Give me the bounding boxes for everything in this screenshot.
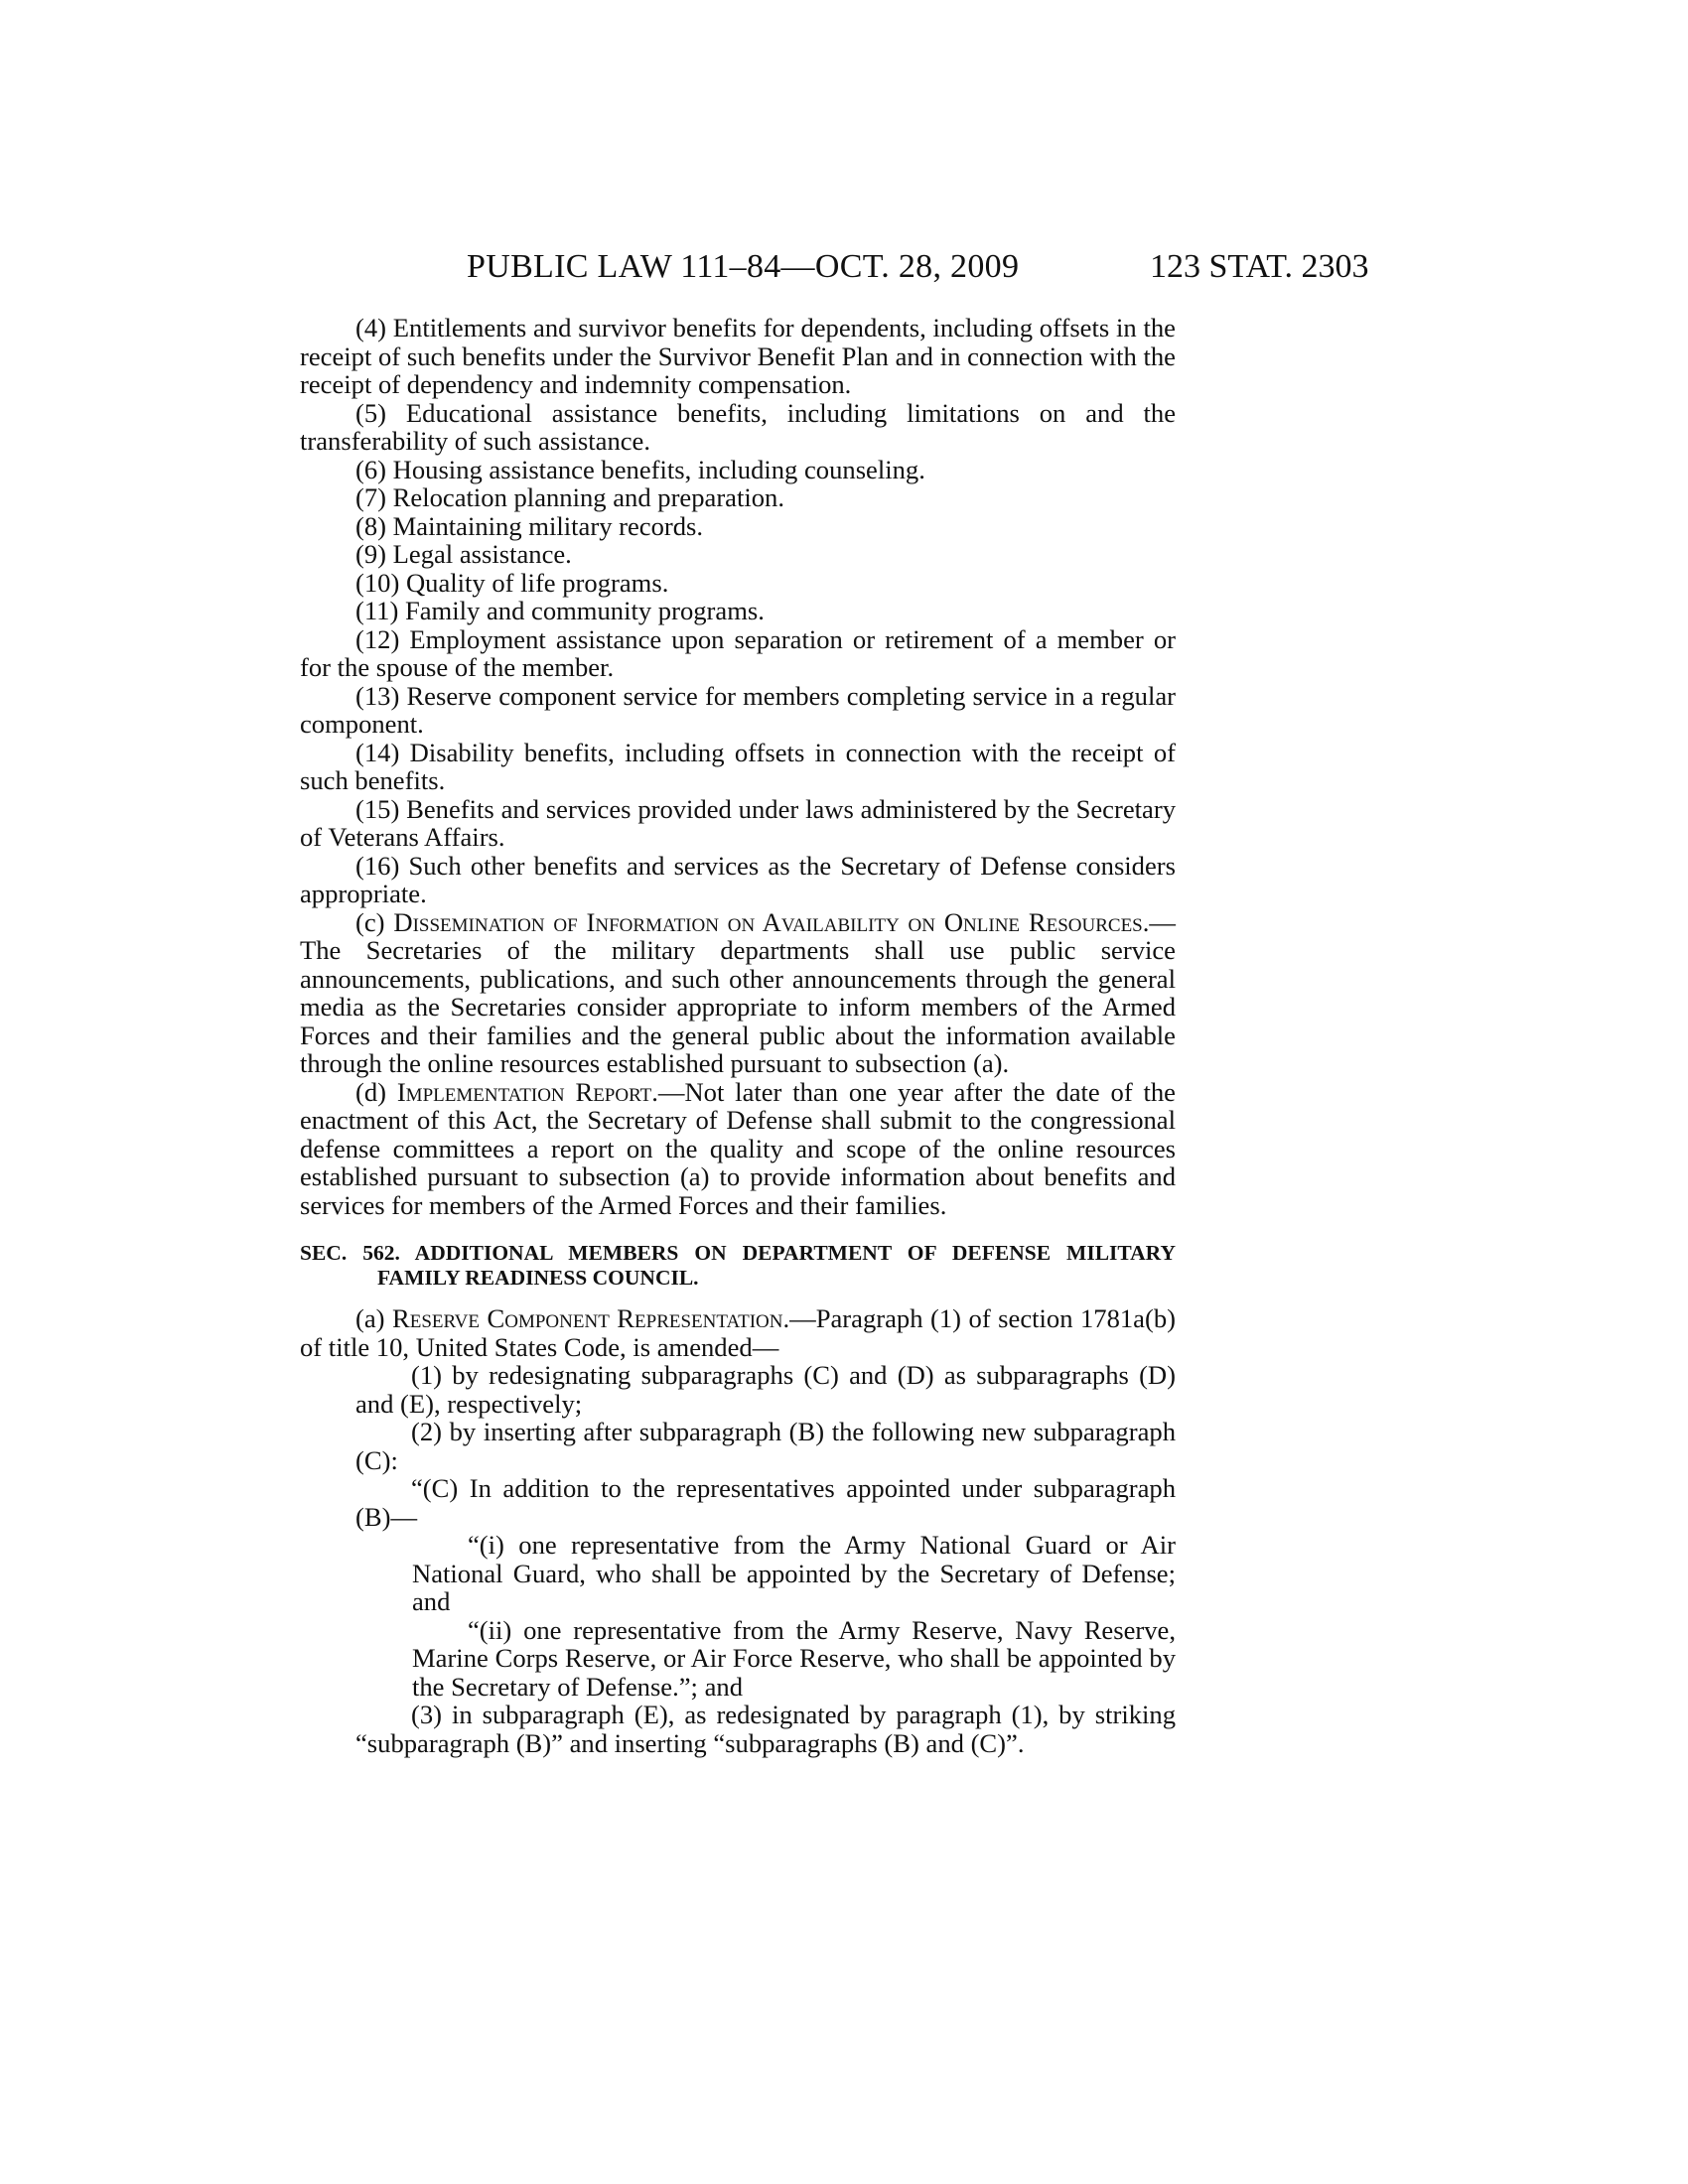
subsection-c-text: .—The Secretaries of the military departments shall use public service announcements, publications, and such other announcements through the general media as the Secretaries consider appropriate to inform members of the Armed Forces and their families and the general public about the information available through the online resources established pursuant to subsection (a).	[300, 906, 1176, 1078]
subsection-d-text: .—Not later than one year after the date of the enactment of this Act, the Secretary of Defense shall submit to the congressional defense committees a report on the quality and scope of the online resources established pursuant to subsection (a) to provide information about benefits and services for members of the Armed Forces and their families.	[300, 1076, 1176, 1220]
subsection-c-num: (c)	[355, 906, 385, 937]
list-item-6: (6) Housing assistance benefits, including counseling.	[355, 454, 925, 484]
paragraph-1: (1) by redesignating subparagraphs (C) and (D) as subparagraphs (D) and (E), respectively;	[355, 1360, 1176, 1419]
section-562-a-num: (a)	[355, 1303, 385, 1333]
subsection-c	[300, 908, 1176, 1078]
subsection-c-heading: Dissemination of Information on Availability on Online Resources	[393, 906, 1143, 937]
list-item-11: (11) Family and community programs.	[355, 596, 765, 625]
list-item-15: (15) Benefits and services provided under laws administered by the Secretary of Veterans Affairs.	[300, 793, 1176, 852]
section-562-a-heading: Reserve Component Representation	[392, 1303, 783, 1333]
list-item-4: (4) Entitlements and survivor benefits for dependents, including offsets in the receipt of such benefits under the Survivor Benefit Plan and in connection with the receipt of dependency and indemnity compensation.	[300, 313, 1176, 399]
list-item-13: (13) Reserve component service for members completing service in a regular component.	[300, 680, 1176, 739]
section-562-heading: SEC. 562. ADDITIONAL MEMBERS ON DEPARTMENT OF DEFENSE MILITARY FAMILY READINESS COUNCIL.	[300, 1241, 1176, 1290]
quoted-clause-i: “(i) one representative from the Army National Guard or Air National Guard, who shall be appointed by the Secretary of Defense; and	[412, 1530, 1176, 1616]
document-body	[300, 314, 1176, 1757]
section-562-subsection-a	[300, 1304, 1176, 1361]
quoted-subparagraph-c: “(C) In addition to the representatives appointed under subparagraph (B)—	[355, 1473, 1176, 1532]
list-item-14: (14) Disability benefits, including offsets in connection with the receipt of such benefits.	[300, 737, 1176, 795]
section-562-a-text: .—Paragraph (1) of section 1781a(b) of title 10, United States Code, is amended—	[300, 1303, 1176, 1362]
list-item-7: (7) Relocation planning and preparation.	[355, 482, 785, 512]
paragraph-3: (3) in subparagraph (E), as redesignated by paragraph (1), by striking “subparagraph (B)” and inserting “subparagraphs (B) and (C)”.	[355, 1700, 1176, 1758]
quoted-clause-ii: “(ii) one representative from the Army Reserve, Navy Reserve, Marine Corps Reserve, or Air Force Reserve, who shall be appointed by the Secretary of Defense.”; and	[412, 1614, 1176, 1702]
page-header-title: PUBLIC LAW 111–84—OCT. 28, 2009	[467, 248, 1020, 285]
list-item-10: (10) Quality of life programs.	[355, 567, 669, 598]
list-item-9: (9) Legal assistance.	[355, 539, 572, 569]
subsection-d	[300, 1078, 1176, 1220]
subsection-d-num: (d)	[355, 1076, 387, 1107]
paragraph-2: (2) by inserting after subparagraph (B) the following new subparagraph (C):	[355, 1417, 1176, 1475]
list-item-16: (16) Such other benefits and services as the Secretary of Defense considers appropriate.	[300, 850, 1176, 908]
list-item-8: (8) Maintaining military records.	[355, 510, 704, 541]
list-item-12: (12) Employment assistance upon separation or retirement of a member or for the spouse of the member.	[300, 623, 1176, 682]
page-number-stat: 123 STAT. 2303	[1150, 248, 1369, 285]
list-item-5: (5) Educational assistance benefits, including limitations on and the transferability of such assistance.	[300, 397, 1176, 456]
subsection-d-heading: Implementation Report	[396, 1076, 652, 1107]
